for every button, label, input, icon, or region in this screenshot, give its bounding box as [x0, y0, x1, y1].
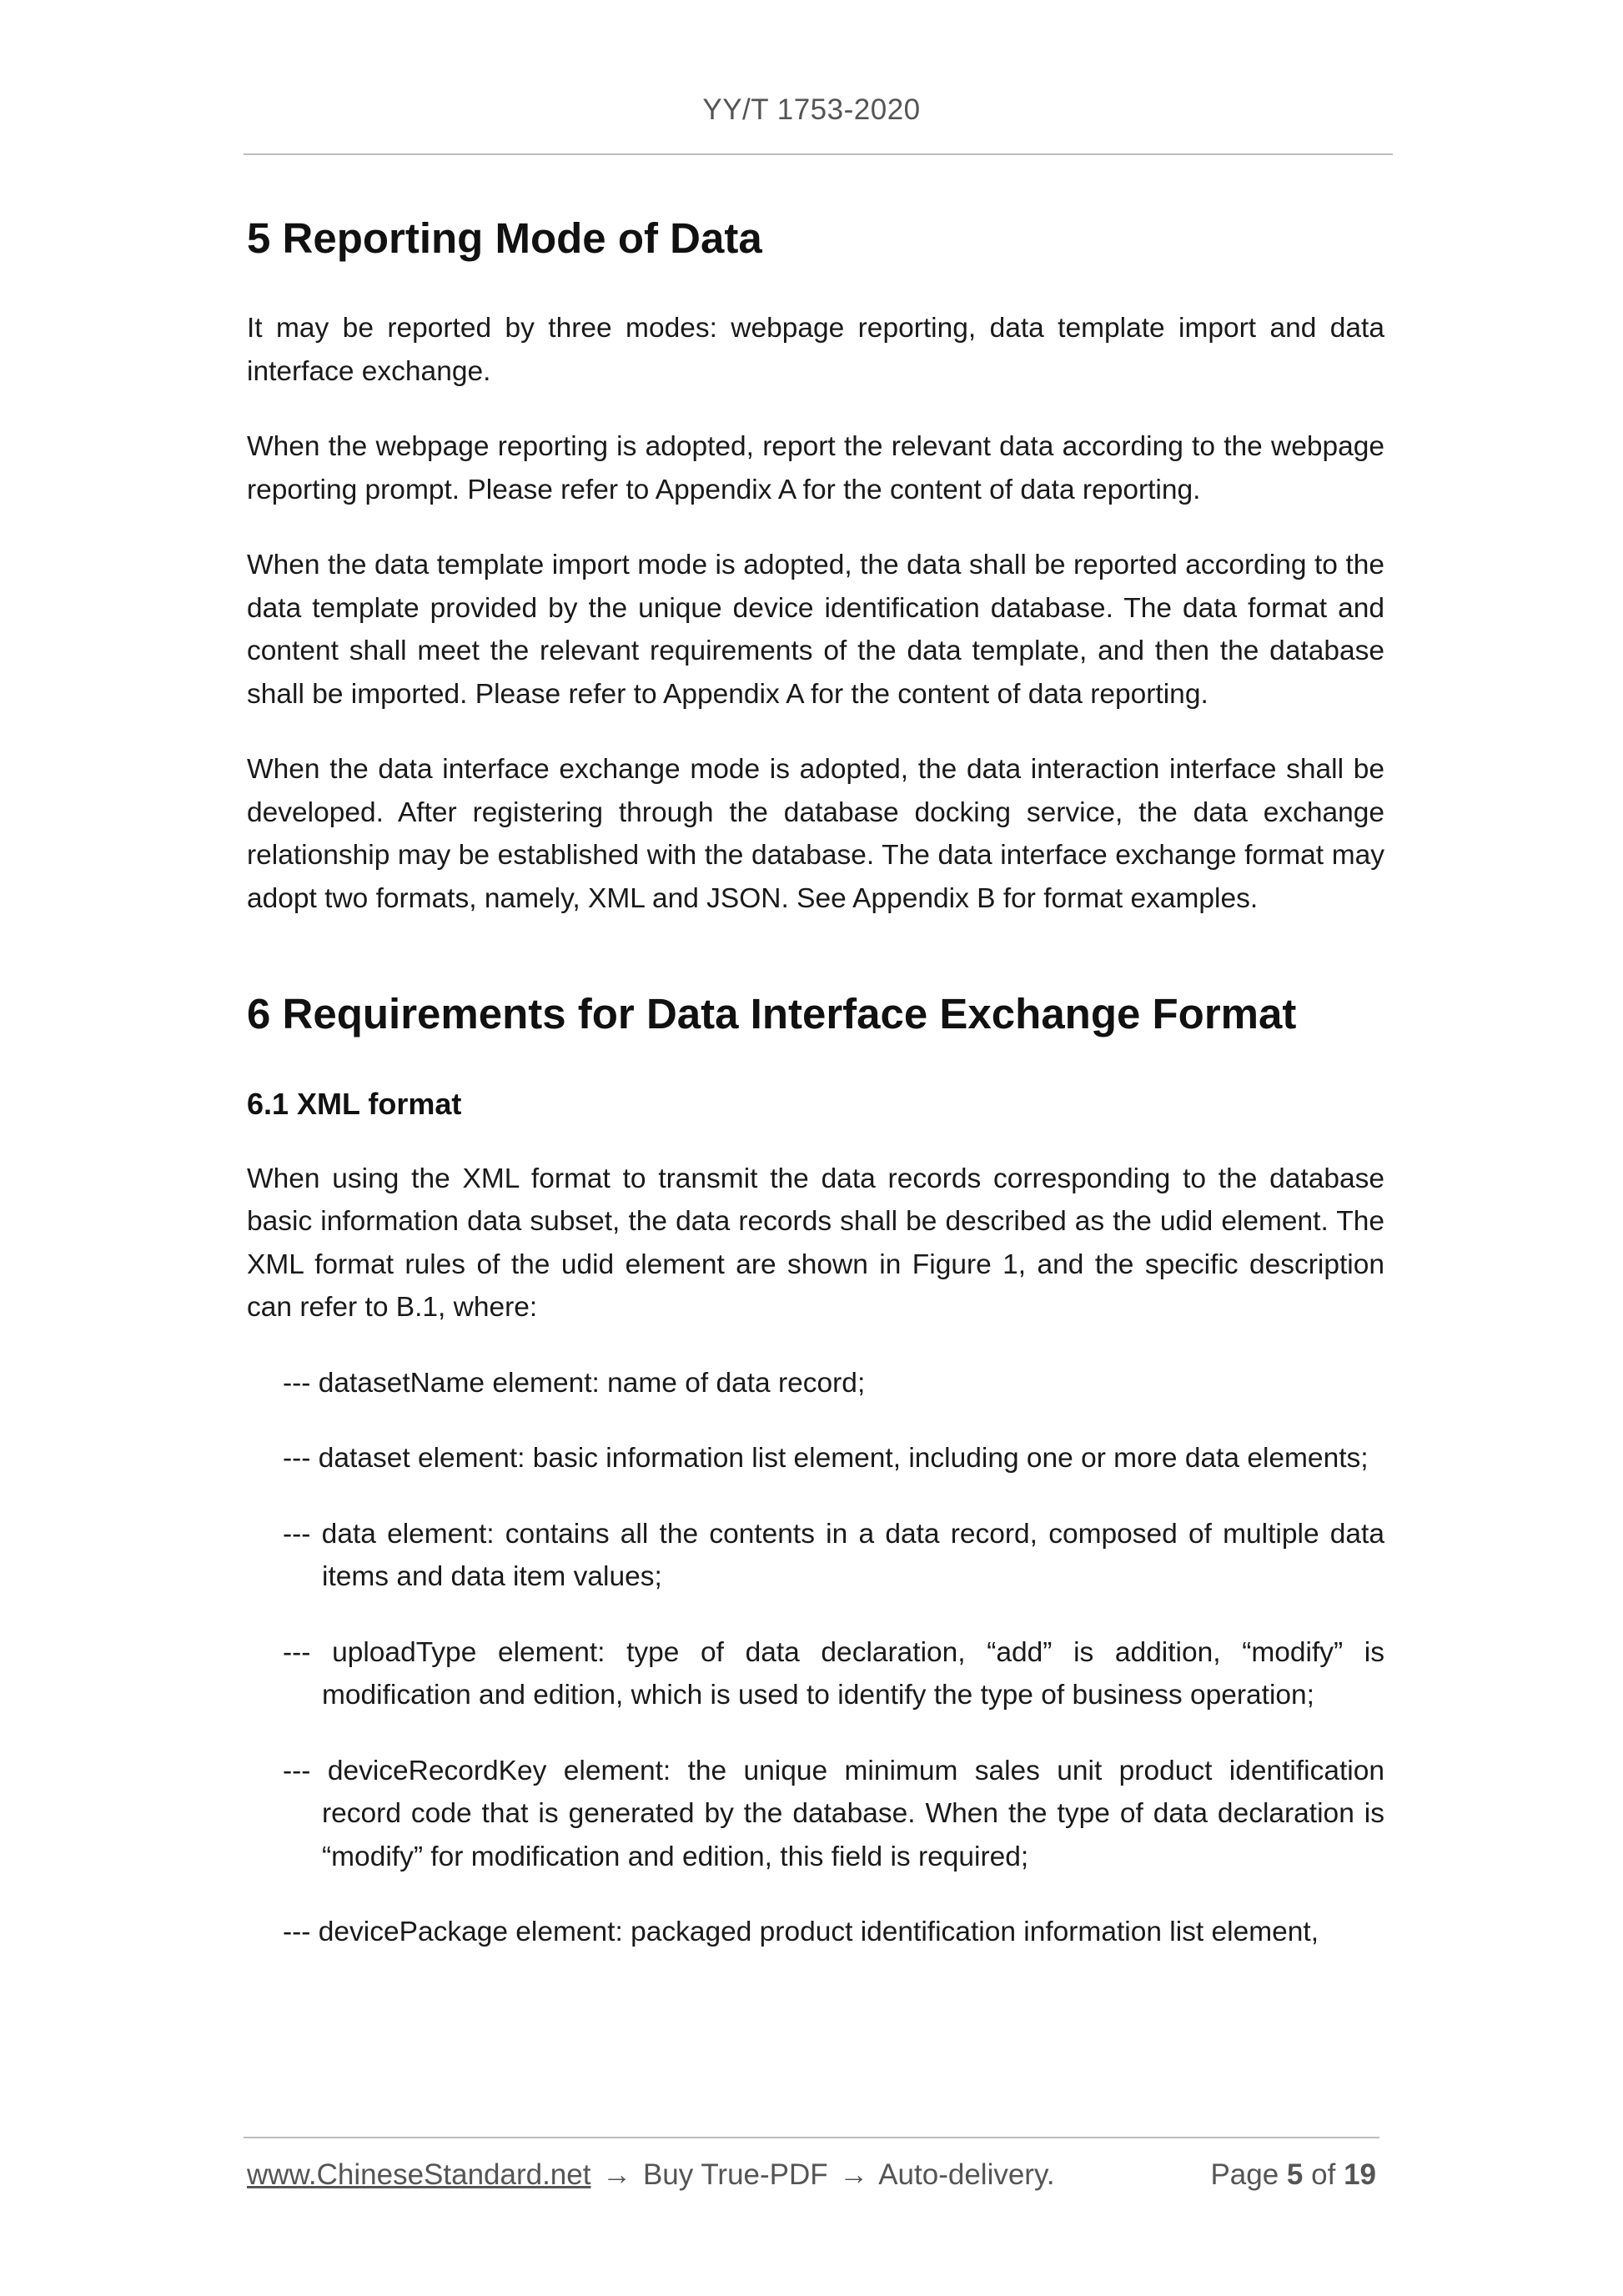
- page-indicator: [1210, 2158, 1376, 2192]
- list-item-devicepackage: --- devicePackage element: packaged product identification information list element,: [283, 1917, 1319, 1948]
- auto-delivery-text: Auto-delivery.: [878, 2158, 1055, 2191]
- total-pages-number: 19: [1344, 2158, 1376, 2191]
- list-item-datasetname: --- datasetName element: name of data record;: [283, 1367, 866, 1399]
- subsection-6-1-intro: When using the XML format to transmit the data records corresponding to the database basic information data subset, the data records shall be described as the udid element. The XML format rules of the udid element are shown in Figure 1, and the specific description can refer to B.1, where:: [247, 1163, 1384, 1324]
- footer-divider: [244, 2137, 1379, 2138]
- section-5-title: 5 Reporting Mode of Data: [247, 214, 762, 262]
- chinesestandard-link[interactable]: www.ChineseStandard.net: [247, 2158, 591, 2191]
- of-label: of: [1311, 2158, 1336, 2191]
- subsection-6-1-title: 6.1 XML format: [247, 1087, 462, 1122]
- list-item-uploadtype: --- uploadType element: type of data declaration, “add” is addition, “modify” is modification and edition, which is used to identify the type of business operation;: [283, 1636, 1384, 1711]
- list-item-data: --- data element: contains all the contents in a data record, composed of multiple data items and data item values;: [283, 1518, 1384, 1593]
- footer-left: [247, 2158, 1055, 2192]
- page-label: Page: [1210, 2158, 1279, 2191]
- arrow-right-icon: →: [839, 2158, 869, 2191]
- list-item-devicerecordkey: --- deviceRecordKey element: the unique minimum sales unit product identification record code that is generated by the database. When the type of data declaration is “modify” for modification and edition, this field is required;: [283, 1755, 1384, 1872]
- page-content: [247, 213, 1384, 1987]
- list-item-dataset: --- dataset element: basic information list element, including one or more data elements;: [283, 1443, 1369, 1475]
- header-divider: [244, 153, 1393, 155]
- section-5-paragraph-2: When the webpage reporting is adopted, report the relevant data according to the webpage reporting prompt. Please refer to Appendix A for the content of data reporting.: [247, 431, 1384, 505]
- page-header: YY/T 1753-2020: [702, 93, 921, 126]
- buy-true-pdf-text: Buy True-PDF: [642, 2158, 828, 2191]
- section-5-paragraph-3: When the data template import mode is adopted, the data shall be reported according to the data template provided by the unique device identification database. The data format and content shall meet the relevant requirements of the data template, and then the database shall be imported. Please refer to Appendix A for the content of data reporting.: [247, 550, 1384, 710]
- section-5-paragraph-4: When the data interface exchange mode is adopted, the data interaction interface shall be developed. After registering through the database docking service, the data exchange relationship may be established with the database. The data interface exchange format may adopt two formats, namely, XML and JSON. See Appendix B for format examples.: [247, 754, 1384, 914]
- arrow-right-icon: →: [602, 2158, 632, 2191]
- section-5-paragraph-1: It may be reported by three modes: webpage reporting, data template import and data interface exchange.: [247, 313, 1384, 387]
- current-page-number: 5: [1286, 2158, 1304, 2191]
- section-6-title: 6 Requirements for Data Interface Exchange Format: [247, 990, 1297, 1038]
